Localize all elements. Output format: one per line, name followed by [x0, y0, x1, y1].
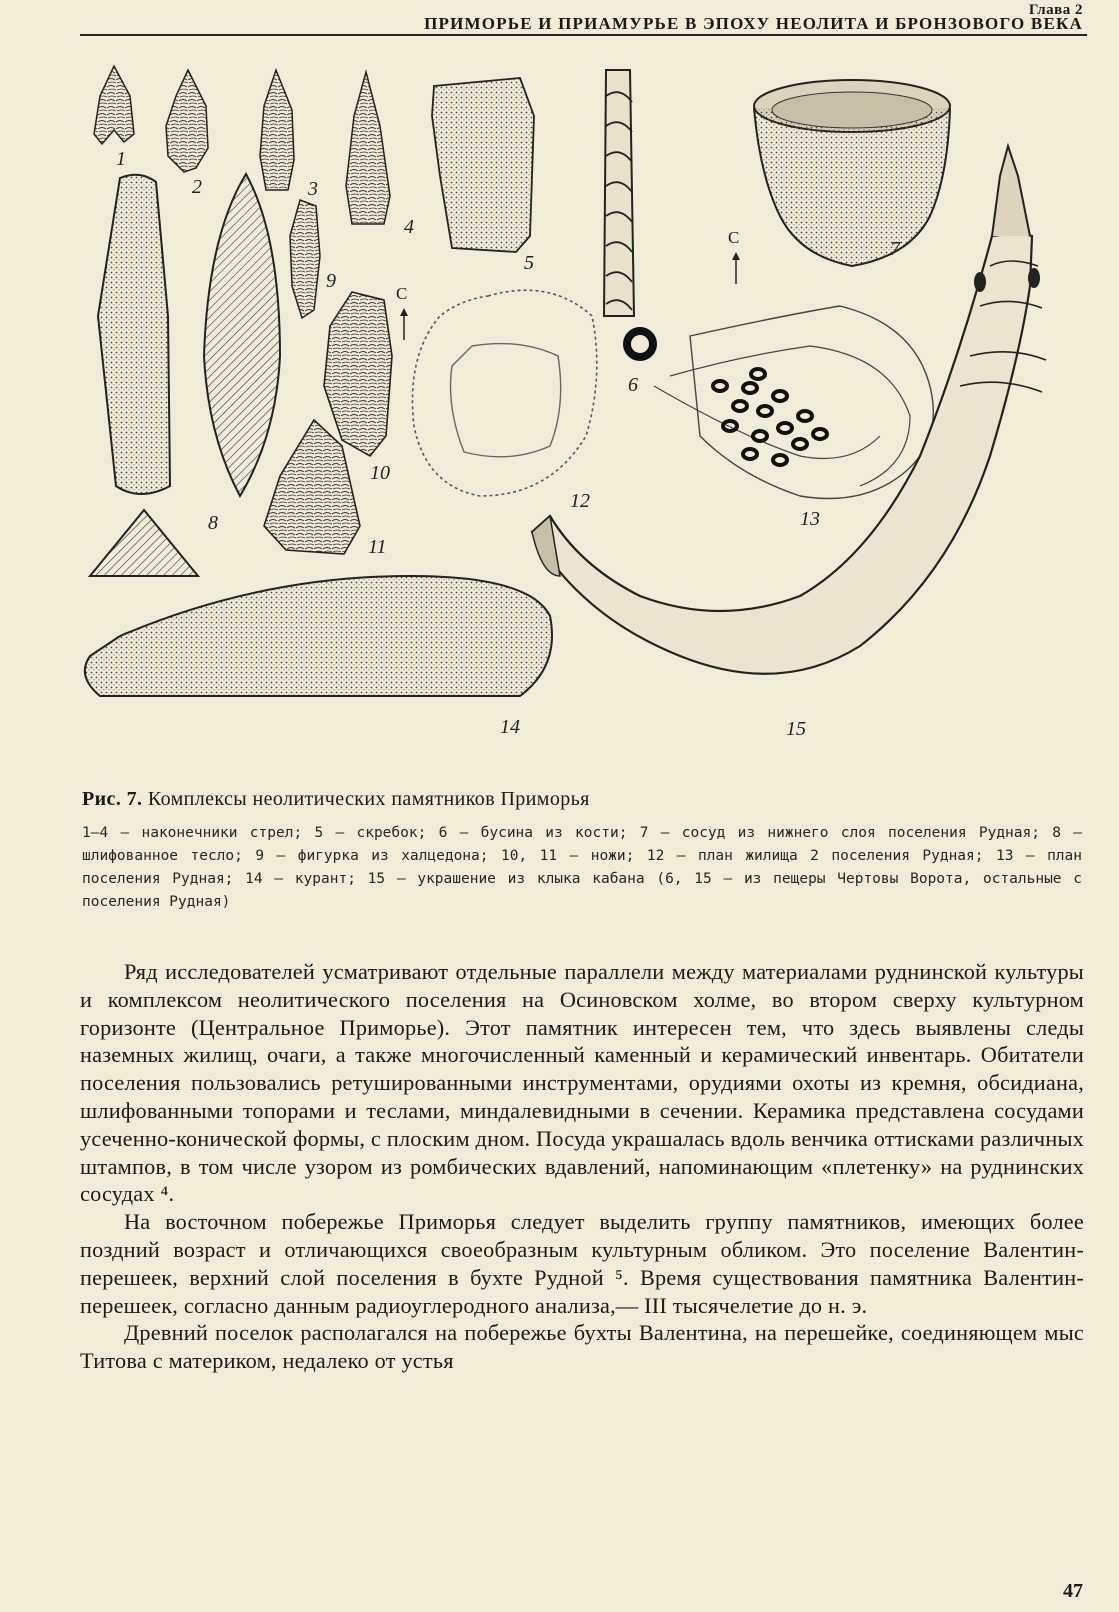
dwelling-plan-12 — [412, 290, 596, 496]
running-header-chapter: Глава 2 — [1028, 2, 1083, 18]
adze-8 — [98, 175, 170, 494]
running-header-title: ПРИМОРЬЕ И ПРИАМУРЬЕ В ЭПОХУ НЕОЛИТА И БРОНЗОВОГО ВЕКА — [424, 14, 1083, 33]
adze-butt-8 — [90, 510, 198, 576]
figure-label: 7 — [890, 238, 900, 260]
vessel-7 — [754, 108, 950, 266]
arrowhead-2 — [166, 70, 208, 172]
figure-label: 4 — [404, 216, 414, 238]
figure-caption-label: Рис. 7. — [82, 788, 143, 810]
figure-label: 15 — [786, 718, 806, 740]
figure-label: 9 — [326, 270, 336, 292]
paragraph: Древний поселок располагался на побережье бухты Валентина, на перешейке, соединяющем мыс Титова с материком, недалеко от устья — [80, 1320, 1084, 1374]
figure-caption — [82, 788, 590, 811]
figure-label: 3 — [308, 178, 318, 200]
figure-label: 10 — [370, 462, 390, 484]
figure-label: 2 — [192, 176, 202, 198]
figure-label: 13 — [800, 508, 820, 530]
figure-caption-text: Комплексы неолитических памятников Приморья — [147, 788, 590, 810]
artifact-illustrations — [80, 56, 1090, 776]
figure-label: 5 — [524, 252, 534, 274]
paragraph: Ряд исследователей усматривают отдельные параллели между материалами руднинской культуры и комплексом неолитического поселения на Осиновском холме, во втором сверху культурном горизонте (Центральное Приморье). Этот памятник интересен тем, что здесь выявлены следы наземных жилищ, очаги, а также многочисленный каменный и керамический инвентарь. Обитатели поселения пользовались ретушированными инструментами, орудиями охоты из кремня, обсидиана, шлифованными топорами и теслами, миндалевидными в сечении. Керамика представлена сосудами усеченно-конической формы, с плоским дном. Посуда украшалась вдоль венчика оттисками различных штампов, в том числе узором из ромбических вдавлений, напоминающим «плетенку» на руднинских сосудах ⁴. — [80, 959, 1084, 1207]
arrowhead-1 — [94, 66, 134, 144]
figure-label: 8 — [208, 512, 218, 534]
adze-section-8 — [204, 174, 280, 496]
figure-label: 12 — [570, 490, 590, 512]
figure-legend: 1—4 — наконечники стрел; 5 — скребок; 6 — бусина из кости; 7 — сосуд из нижнего слоя поселения Рудная; 8 — шлифованное тесло; 9 — фигурка из халцедона; 10, 11 — ножи; 12 — план жилища 2 поселения Рудная; 13 — план поселения Рудная; 14 — курант; 15 — украшение из клыка кабана (6, 15 — из пещеры Чертовы Ворота, остальные с поселения Рудная) — [82, 825, 1082, 910]
page-number: 47 — [1063, 1580, 1083, 1602]
arrowhead-3 — [260, 70, 294, 190]
north-marker: С — [396, 284, 408, 303]
figure-label: 6 — [628, 374, 638, 396]
settlement-plan-13 — [690, 306, 933, 499]
figurine-9 — [290, 200, 320, 318]
figure-label: 11 — [368, 536, 387, 558]
scraper-5 — [432, 78, 534, 252]
header-rule — [80, 34, 1087, 36]
figure-7 — [80, 56, 1090, 776]
grinding-stone-14 — [85, 576, 552, 696]
paragraph: На восточном побережье Приморья следует выделить группу памятников, имеющих более поздний возраст и отличающихся своеобразным культурным обликом. Это поселение Валентин-перешеек, верхний слой поселения в бухте Рудной ⁵. Время существования памятника Валентин-перешеек, согласно данным радиоуглеродного анализа,— III тысячелетие до н. э. — [80, 1209, 1084, 1318]
body-text — [80, 958, 1084, 1375]
knife-10 — [324, 292, 392, 456]
figure-label: 1 — [116, 148, 126, 170]
figure-label: 14 — [500, 716, 520, 738]
north-marker: С — [728, 228, 740, 247]
arrowhead-4 — [346, 72, 390, 224]
